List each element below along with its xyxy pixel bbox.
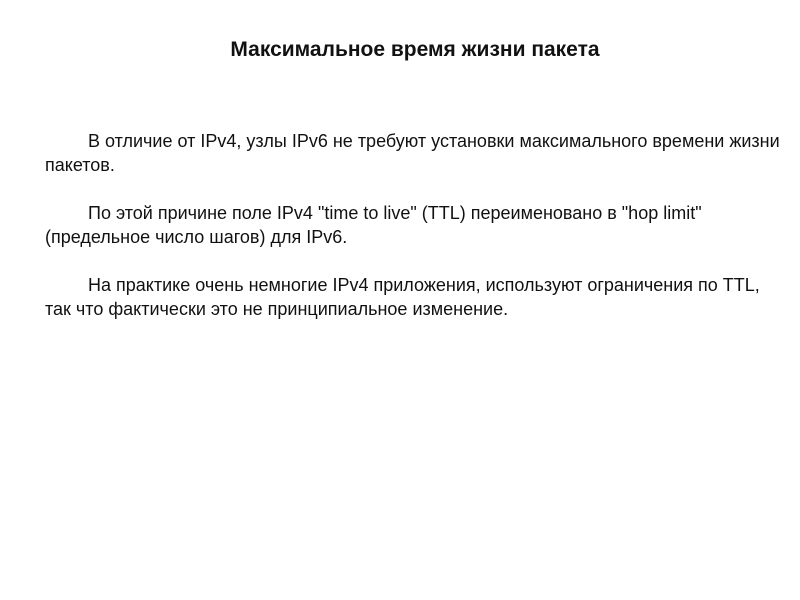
paragraph-practical-impact: На практике очень немногие IPv4 приложения, используют ограничения по TTL, так что фактически это не принципиальное изменение.: [45, 275, 760, 319]
paragraph-hop-limit-rename: По этой причине поле IPv4 "time to live" (TTL) переименовано в "hop limit" (предельное число шагов) для IPv6.: [45, 203, 702, 247]
paragraph-ttl-not-required: В отличие от IPv4, узлы IPv6 не требуют установки максимального времени жизни пакетов.: [45, 131, 780, 175]
slide-body: [45, 129, 785, 345]
slide-title: Максимальное время жизни пакета: [230, 38, 600, 61]
